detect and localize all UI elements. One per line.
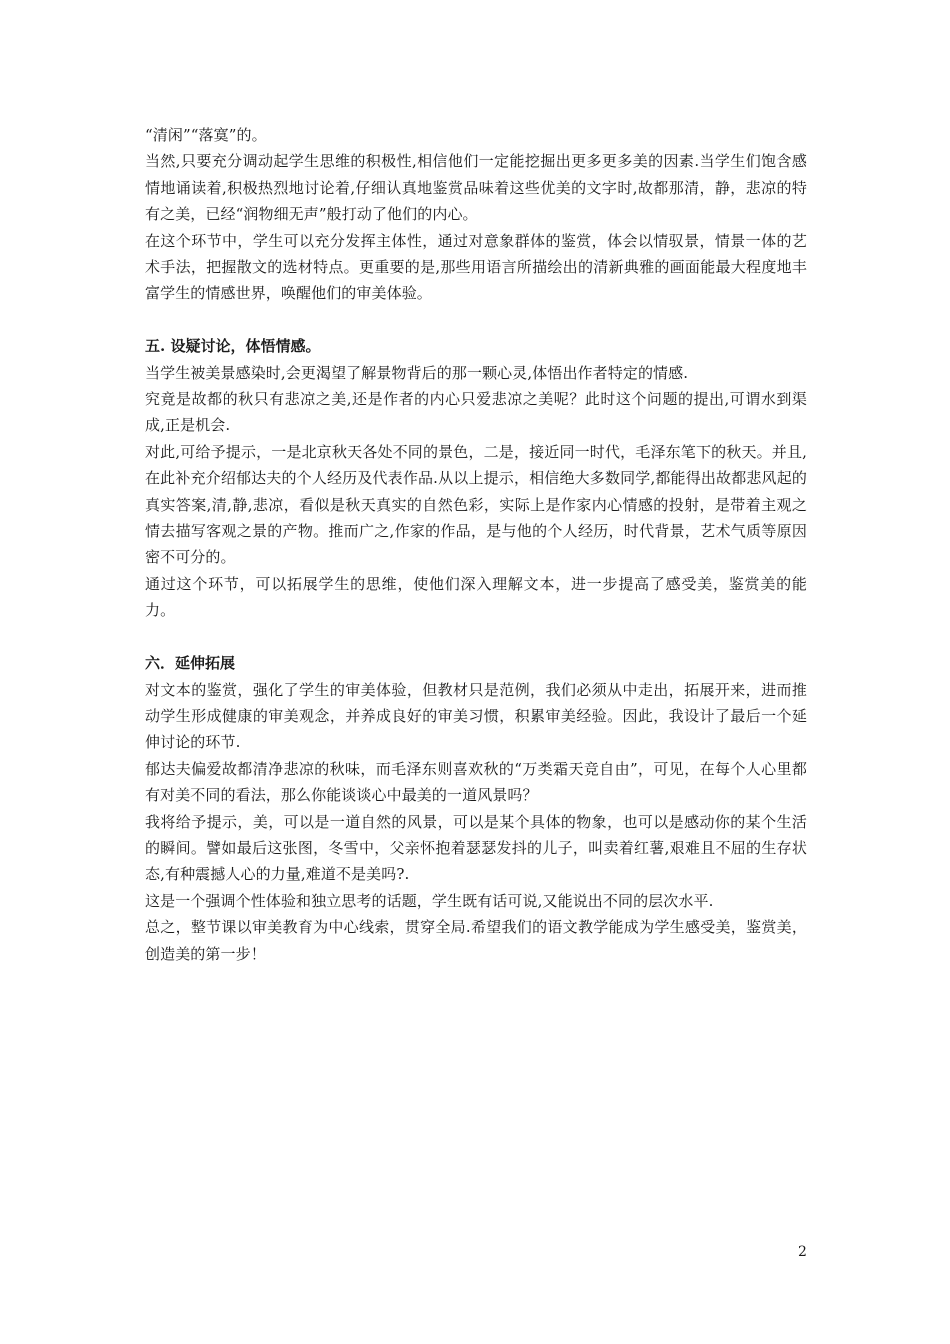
- paragraph: 我将给予提示，美，可以是一道自然的风景，可以是某个具体的物象，也可以是感动你的某个生活的瞬间。譬如最后这张图，冬雪中，父亲怀抱着瑟瑟发抖的儿子，叫卖着红薯,艰难且不屈的生存状态,有种震撼人心的力量,难道不是美吗?.: [145, 812, 807, 884]
- paragraph: 郁达夫偏爱故都清净悲凉的秋味，而毛泽东则喜欢秋的“万类霜天竞自由”，可见，在每个人心里都有对美不同的看法，那么你能谈谈心中最美的一道风景吗？: [145, 759, 807, 805]
- paragraph: 对文本的鉴赏，强化了学生的审美体验，但教材只是范例，我们必须从中走出，拓展开来，进而推动学生形成健康的审美观念，并养成良好的审美习惯，积累审美经验。因此，我设计了最后一个延伸讨论的环节.: [145, 680, 807, 752]
- section-spacer: [145, 307, 807, 333]
- document-body: [145, 122, 807, 967]
- paragraph: 对此,可给予提示，一是北京秋天各处不同的景色，二是，接近同一时代，毛泽东笔下的秋天。并且,在此补充介绍郁达夫的个人经历及代表作品.从以上提示，相信绝大多数同学,都能得出故都悲风起的真实答案,清,静,悲凉，看似是秋天真实的自然色彩，实际上是作家内心情感的投射，是带着主观之情去描写客观之景的产物。推而广之,作家的作品，是与他的个人经历，时代背景，艺术气质等原因密不可分的。: [145, 442, 807, 567]
- section-4-tail: [145, 122, 807, 307]
- paragraph: “清闲”“落寞”的。: [145, 126, 267, 144]
- page-number: 2: [798, 1244, 807, 1260]
- paragraph: 究竟是故都的秋只有悲凉之美,还是作者的内心只爱悲凉之美呢？此时这个问题的提出,可谓水到渠成,正是机会.: [145, 390, 807, 435]
- paragraph: 总之，整节课以审美教育为中心线索，贯穿全局.希望我们的语文教学能成为学生感受美，鉴赏美，创造美的第一步！: [145, 918, 807, 963]
- section-spacer: [145, 624, 807, 650]
- paragraph: 当学生被美景感染时,会更渴望了解景物背后的那一颗心灵,体悟出作者特定的情感.: [145, 363, 689, 382]
- section-heading: 六．延伸拓展: [145, 654, 236, 673]
- paragraph: 当然,只要充分调动起学生思维的积极性,相信他们一定能挖掘出更多更多美的因素.当学生们饱含感情地诵读着,积极热烈地讨论着,仔细认真地鉴赏品味着这些优美的文字时,故都那清，静，悲凉的特有之美，已经“润物细无声”般打动了他们的内心。: [145, 152, 807, 224]
- section-6: [145, 650, 807, 967]
- paragraph: 通过这个环节，可以拓展学生的思维，使他们深入理解文本，进一步提高了感受美，鉴赏美的能力。: [145, 574, 807, 620]
- paragraph: 在这个环节中，学生可以充分发挥主体性，通过对意象群体的鉴赏，体会以情驭景，情景一体的艺术手法，把握散文的选材特点。更重要的是,那些用语言所描绘出的清新典雅的画面能最大程度地丰富学生的情感世界，唤醒他们的审美体验。: [145, 231, 807, 303]
- section-5: [145, 333, 807, 623]
- paragraph: 这是一个强调个性体验和独立思考的话题，学生既有话可说,又能说出不同的层次水平.: [145, 891, 714, 910]
- section-heading: 五. 设疑讨论，体悟情感。: [145, 337, 321, 356]
